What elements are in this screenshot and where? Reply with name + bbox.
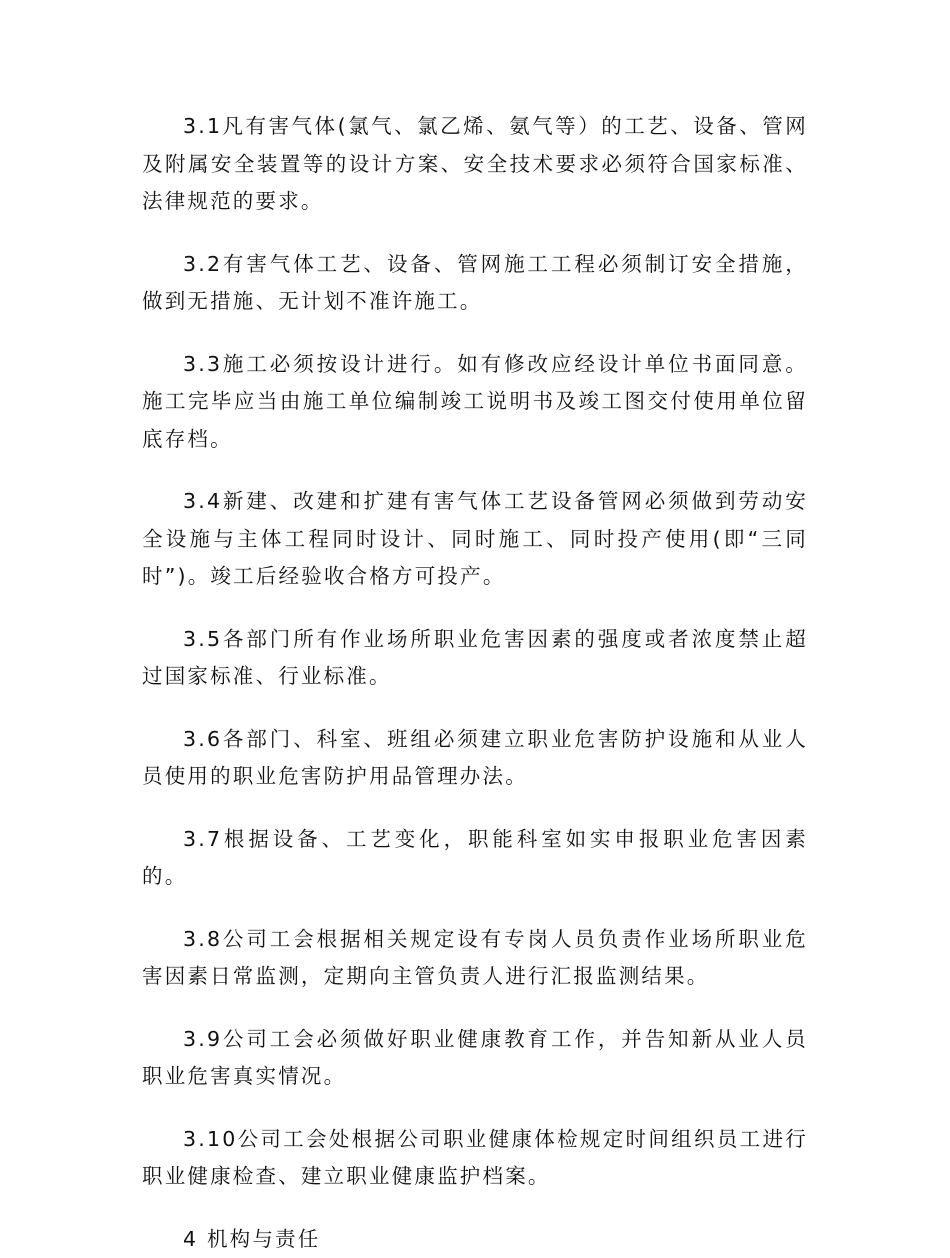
paragraph-3-3: 3.3施工必须按设计进行。如有修改应经设计单位书面同意。 施工完毕应当由施工单位编制竣工说明书及竣工图交付使用单位留底存档。 — [142, 346, 808, 459]
paragraph-3-2: 3.2有害气体工艺、设备、管网施工工程必须制订安全措施，做到无措施、无计划不准许施工。 — [142, 246, 808, 321]
paragraph-3-4: 3.4新建、改建和扩建有害气体工艺设备管网必须做到劳动安全设施与主体工程同时设计、同时施工、同时投产使用(即“三同时”)。竣工后经验收合格方可投产。 — [142, 483, 808, 596]
paragraph-3-10: 3.10公司工会处根据公司职业健康体检规定时间组织员工进行职业健康检查、建立职业健康监护档案。 — [142, 1121, 808, 1196]
paragraph-3-1: 3.1凡有害气体(氯气、氯乙烯、氨气等）的工艺、设备、管网及附属安全装置等的设计方案、安全技术要求必须符合国家标准、法律规范的要求。 — [142, 108, 808, 221]
paragraph-3-9: 3.9公司工会必须做好职业健康教育工作，并告知新从业人员职业危害真实情况。 — [142, 1021, 808, 1096]
paragraph-3-5: 3.5各部门所有作业场所职业危害因素的强度或者浓度禁止超过国家标准、行业标准。 — [142, 621, 808, 696]
paragraph-3-8: 3.8公司工会根据相关规定设有专岗人员负责作业场所职业危害因素日常监测，定期向主管负责人进行汇报监测结果。 — [142, 921, 808, 996]
section-heading: 4 机构与责任 — [142, 1221, 808, 1258]
paragraph-3-6: 3.6各部门、科室、班组必须建立职业危害防护设施和从业人员使用的职业危害防护用品管理办法。 — [142, 721, 808, 796]
paragraph-3-7: 3.7根据设备、工艺变化，职能科室如实申报职业危害因素的。 — [142, 821, 808, 896]
